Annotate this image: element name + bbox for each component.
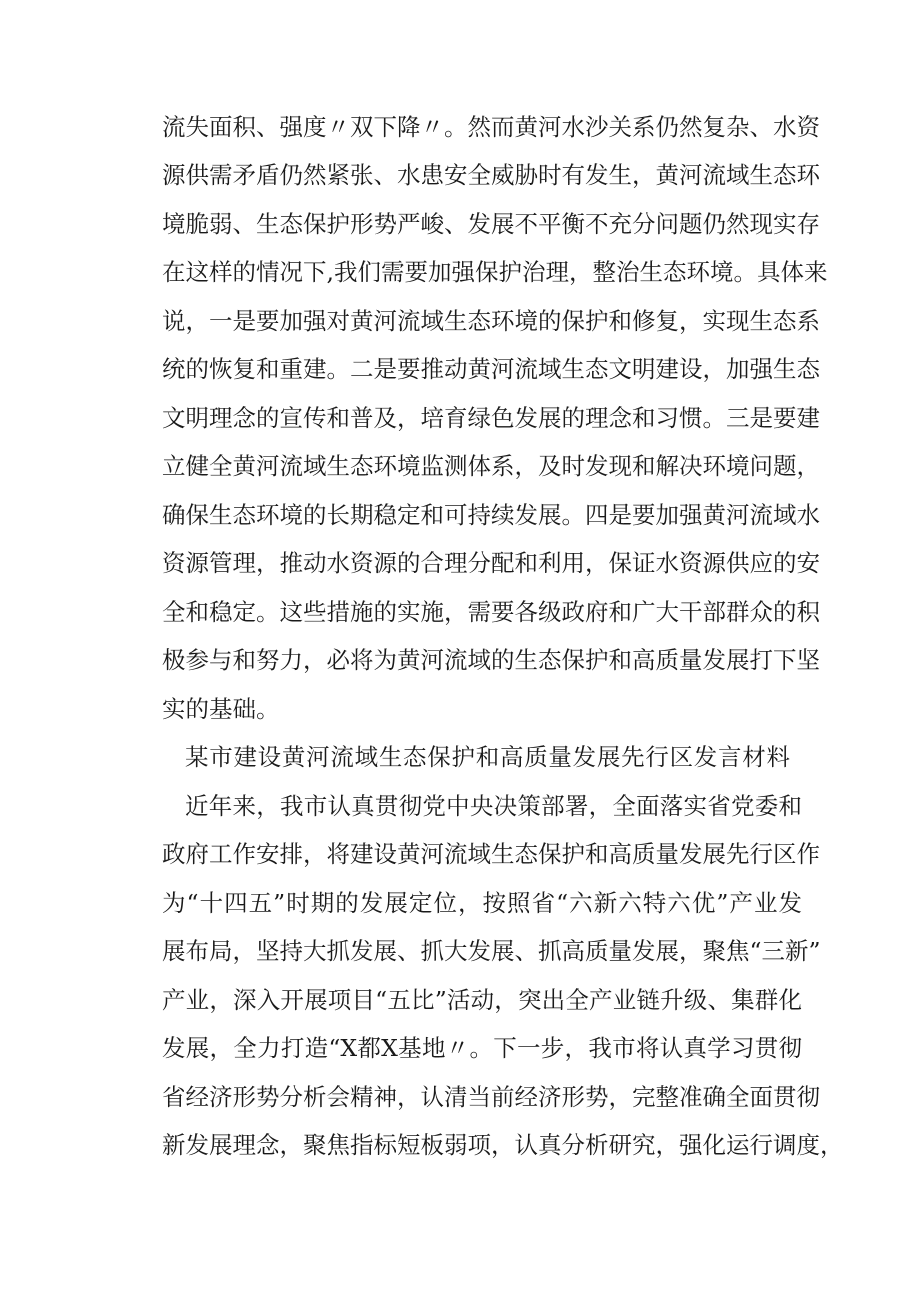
- paragraph-line: 统的恢复和重建。二是要推动黄河流域生态文明建设，加强生态: [162, 355, 820, 383]
- paragraph-line: 产业，深入开展项目“五比”活动，突出全产业链升级、集群化: [162, 986, 802, 1014]
- paragraph-line: 近年来，我市认真贯彻党中央决策部署，全面落实省党委和: [185, 792, 802, 820]
- section-title: 某市建设黄河流域生态保护和高质量发展先行区发言材料: [185, 743, 790, 771]
- paragraph-line: 为“十四五”时期的发展定位，按照省“六新六特六优”产业发: [162, 889, 802, 917]
- paragraph-line: 政府工作安排，将建设黄河流域生态保护和高质量发展先行区作: [162, 840, 820, 868]
- paragraph-line: 省经济形势分析会精神，认清当前经济形势，完整准确全面贯彻: [162, 1083, 820, 1111]
- paragraph-line: 源供需矛盾仍然紧张、水患安全威胁时有发生，黄河流域生态环: [162, 161, 820, 189]
- paragraph-line: 文明理念的宣传和普及，培育绿色发展的理念和习惯。三是要建: [162, 404, 820, 432]
- paragraph-line: 流失面积、强度〃双下降〃。然而黄河水沙关系仍然复杂、水资: [162, 113, 820, 141]
- paragraph-line: 发展，全力打造“X都X基地〃。下一步，我市将认真学习贯彻: [162, 1034, 802, 1062]
- paragraph-line: 立健全黄河流域生态环境监测体系，及时发现和解决环境问题，: [162, 452, 820, 480]
- paragraph-line: 说，一是要加强对黄河流域生态环境的保护和修复，实现生态系: [162, 307, 820, 335]
- paragraph-line: 确保生态环境的长期稳定和可持续发展。四是要加强黄河流域水: [162, 501, 820, 529]
- paragraph-line: 新发展理念，聚焦指标短板弱项，认真分析研究，强化运行调度，: [162, 1131, 844, 1159]
- paragraph-line: 极参与和努力，必将为黄河流域的生态保护和高质量发展打下坚: [162, 646, 820, 674]
- paragraph-line: 展布局，坚持大抓发展、抓大发展、抓高质量发展，聚焦“三新”: [162, 937, 821, 965]
- paragraph-line: 在这样的情况下,我们需要加强保护治理，整治生态环境。具体来: [162, 258, 828, 286]
- paragraph-line: 资源管理，推动水资源的合理分配和利用，保证水资源供应的安: [162, 549, 820, 577]
- paragraph-line: 全和稳定。这些措施的实施，需要各级政府和广大干部群众的积: [162, 598, 820, 626]
- paragraph-line: 实的基础。: [162, 695, 280, 723]
- paragraph-line: 境脆弱、生态保护形势严峻、发展不平衡不充分问题仍然现实存: [162, 210, 820, 238]
